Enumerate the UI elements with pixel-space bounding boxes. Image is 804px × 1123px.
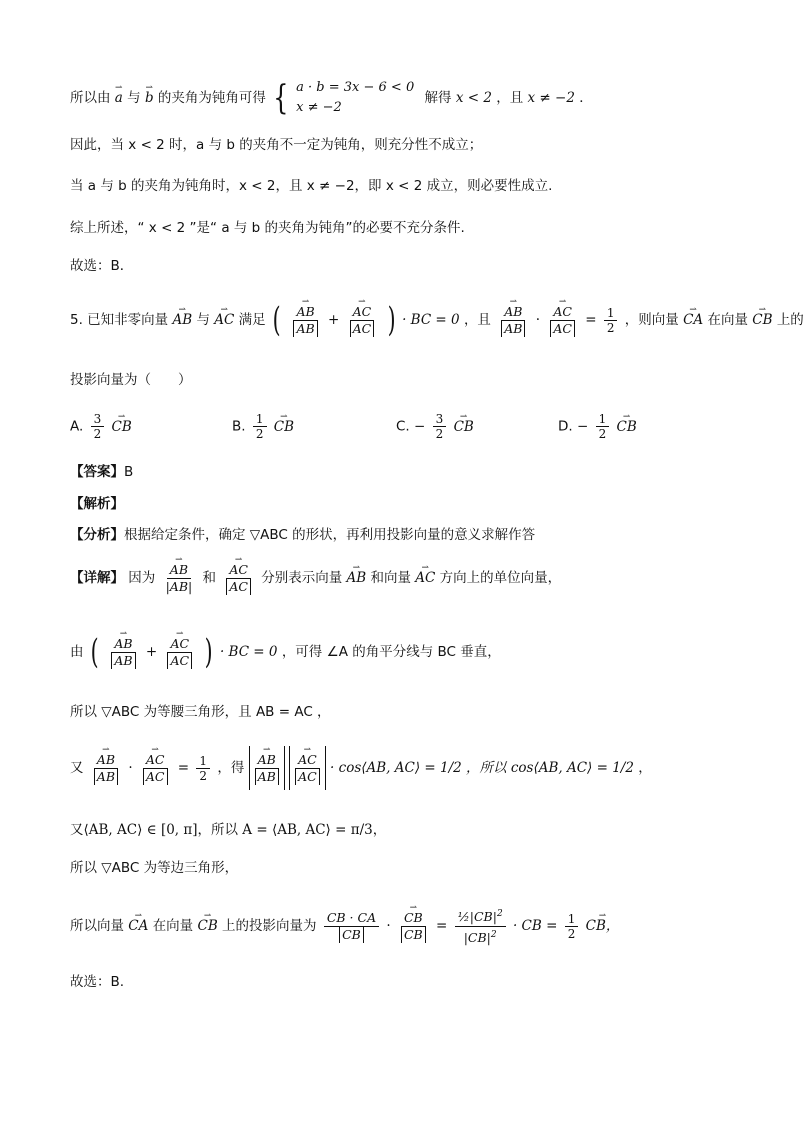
math-l1e: x < 2 <box>455 90 492 106</box>
detail-line-7: 所以向量 ⇀ CA 在向量 ⇀ CB 上的投影向量为 $\frac{CB \cdot CA}{CB}$ · ⇀ $\frac{CB}{CB}$ = $\frac{\frac{1}{2}|CB|^2}{|CB|^2}$ · CB = $\frac{1}{2}$ ⇀ CB， <box>70 898 619 954</box>
text-l1c: 的夹角为钝角可得 <box>157 90 266 106</box>
vector-CA: ⇀ CA <box>683 298 703 342</box>
text-l1d: 解得 <box>424 90 452 106</box>
detail4-unit-AC: ⇀ $\frac{AC}{AC}$ <box>140 752 171 785</box>
option-C <box>396 412 474 441</box>
paren-left-2: ( <box>90 632 99 672</box>
unit-vector-AC: ⇀ $\frac{AC}{AC}$ <box>347 304 378 337</box>
text-l1b: 与 <box>127 90 141 106</box>
q5-on: 在向量 <box>707 312 748 328</box>
math-l1g: x ≠ −2 <box>527 90 575 106</box>
option-C-letter: C. <box>396 418 410 435</box>
detail-d1e: 方向上的单位向量， <box>439 570 562 586</box>
detail-d2c: ，可得 ∠A 的角平分线与 BC 垂直， <box>281 644 501 660</box>
half-fraction: $\frac{1}{2}$ <box>604 306 618 335</box>
system-eq-1: a · b = 3x − 6 < 0 <box>296 80 415 95</box>
detail-line-8: 故选：B. <box>70 974 125 990</box>
answer-line <box>70 462 133 482</box>
option-D-frac: $\frac{1}{2}$ <box>596 412 610 441</box>
proj-simplified: $\frac{\frac{1}{2}|CB|^2}{|CB|^2}$ <box>455 906 506 945</box>
unit-AC-2: ⇀ $\frac{AC}{AC}$ <box>547 304 578 337</box>
q5-satisfy: 满足 <box>238 312 266 328</box>
paren-right: ) <box>387 300 396 340</box>
paren-right-2: ) <box>205 632 213 672</box>
q5-with: 与 <box>196 312 210 328</box>
detail-d1b: 和 <box>202 570 217 586</box>
norm-unit-AC: ⇀ $\frac{AC}{AC}$ <box>289 746 326 790</box>
detail-line-2: 由 ( ⇀ $\frac{AB}{AB}$ + ⇀ $\frac{AC}{AC}$ ) · BC = 0 ，可得 ∠A 的角平分线与 BC 垂直， <box>70 630 501 674</box>
vector-AC: ⇀ AC <box>214 298 234 342</box>
option-B-frac: $\frac{1}{2}$ <box>253 412 267 441</box>
detail-d2a: 由 <box>70 644 84 660</box>
option-C-vector: ⇀ CB <box>454 417 474 437</box>
detail-d7d: · CB = <box>512 918 562 934</box>
option-C-sign: − <box>414 418 426 435</box>
vector-AB: ⇀ AB <box>172 298 192 342</box>
q5-above: 上的 <box>776 312 804 328</box>
detail4-unit-AB: ⇀ $\frac{AB}{AB}$ <box>91 752 121 785</box>
q5-and: ，且 <box>463 312 491 328</box>
line-1 <box>70 78 593 118</box>
option-A-vector: ⇀ CB <box>112 417 132 437</box>
fenxi-label: 【分析】 <box>70 527 124 543</box>
detail-d4a: 又 <box>70 760 84 776</box>
unit-vector-AB: ⇀ $\frac{AB}{AB}$ <box>290 304 320 337</box>
vector-CB: ⇀ CB <box>752 298 772 342</box>
detail-d1c: 分别表示向量 <box>261 570 343 586</box>
line-3: 当 a 与 b 的夹角为钝角时，x < 2，且 x ≠ −2，即 x < 2 成立，则必要性成立. <box>70 178 553 194</box>
detail-vec-AB: ⇀ AB <box>347 556 367 600</box>
detail-label: 【详解】 <box>70 570 124 586</box>
detail-line-3: 所以 ▽ABC 为等腰三角形，且 AB = AC ， <box>70 704 331 720</box>
option-A-letter: A. <box>70 418 84 435</box>
vector-a: ⇀ a <box>115 88 123 108</box>
detail-line-6: 所以 ▽ABC 为等边三角形， <box>70 860 239 876</box>
detail-d1a: 因为 <box>128 570 156 586</box>
detail-d4e: · cos⟨AB, AC⟩ = 1/2 <box>330 760 462 776</box>
option-C-frac: $\frac{3}{2}$ <box>433 412 447 441</box>
detail-vec-AC: ⇀ AC <box>415 556 435 600</box>
equation-system <box>296 78 414 118</box>
q5-lead: 5. 已知非零向量 <box>70 312 169 328</box>
q5-dot-bc: · BC = 0 <box>402 312 460 328</box>
option-D-vector: ⇀ CB <box>617 417 637 437</box>
detail-d4g: ， <box>638 760 652 776</box>
detail-d2b: · BC = 0 <box>219 644 278 660</box>
option-A-frac: $\frac{3}{2}$ <box>91 412 105 441</box>
detail-d1d: 和向量 <box>370 570 411 586</box>
detail-d7a: 所以向量 <box>70 918 124 934</box>
option-A <box>70 412 132 441</box>
proj-half: $\frac{1}{2}$ <box>565 912 579 941</box>
option-B-letter: B. <box>232 418 246 435</box>
paren-left: ( <box>272 300 281 340</box>
detail-d4d: ，得 <box>217 760 245 776</box>
detail-d7c: 上的投影向量为 <box>222 918 317 934</box>
detail2-unit-AC: ⇀ $\frac{AC}{AC}$ <box>164 636 195 669</box>
option-D <box>558 412 637 441</box>
detail-line-5: 又⟨AB, AC⟩ ∈ [0, π]，所以 A = ⟨AB, AC⟩ = π/3， <box>70 822 387 838</box>
text-l1f: ，且 <box>496 90 524 106</box>
norm-unit-AB: ⇀ $\frac{AB}{AB}$ <box>249 746 285 790</box>
detail-d7e: ⇀ CB， <box>586 898 620 954</box>
line-2: 因此，当 x < 2 时，a 与 b 的夹角不一定为钝角，则充分性不成立； <box>70 137 483 153</box>
text-l1h: ． <box>579 90 593 106</box>
q5-line-2: 投影向量为（ ） <box>70 372 192 388</box>
fenxi-line <box>70 525 535 545</box>
detail4-half: $\frac{1}{2}$ <box>196 754 210 783</box>
option-D-letter: D. <box>558 418 573 435</box>
line-5: 故选：B． <box>70 258 134 274</box>
detail-unit-AB: ⇀ $\frac{AB}{|AB|}$ <box>163 562 196 595</box>
answer-label: 【答案】 <box>70 464 124 480</box>
detail-unit-AC: ⇀ $\frac{AC}{AC}$ <box>223 562 254 595</box>
analysis-label: 【解析】 <box>70 496 124 512</box>
detail-d4f: ，所以 cos⟨AB, AC⟩ = 1/2 <box>466 760 634 776</box>
detail2-unit-AB: ⇀ $\frac{AB}{AB}$ <box>108 636 138 669</box>
fenxi-text: 根据给定条件，确定 ▽ABC 的形状，再利用投影向量的意义求解作答 <box>124 527 536 543</box>
detail7-vec-CA: ⇀ CA <box>128 898 148 954</box>
option-B-vector: ⇀ CB <box>274 417 294 437</box>
option-D-sign: − <box>576 418 589 435</box>
proj-unit: ⇀ $\frac{CB}{CB}$ <box>398 910 429 943</box>
option-B <box>232 412 294 441</box>
detail-d7b: 在向量 <box>152 918 194 934</box>
detail-line-1 <box>70 556 561 600</box>
vector-b: ⇀ b <box>145 88 154 108</box>
system-eq-2: x ≠ −2 <box>296 100 342 115</box>
detail-line-4: 又 ⇀ $\frac{AB}{AB}$ · ⇀ $\frac{AC}{AC}$ = $\frac{1}{2}$ ，得 ⇀ $\frac{AB}{AB}$ ⇀ $\frac{AC}{AC}$ · cos⟨AB, AC⟩ = 1/2 ，所以 cos⟨AB, AC⟩ = 1/2 ， <box>70 746 652 790</box>
question-5: 5. 已知非零向量 ⇀ AB 与 ⇀ AC 满足 ( ⇀ $\frac{AB}{AB}$ + ⇀ $\frac{AC}{AC}$ ) · BC = 0 ，且 ⇀ $\frac{AB}{AB}$ · ⇀ $\frac{AC}{AC}$ = $\frac{1}{2}$ ，则向量 ⇀ CA 在向量 ⇀ CB 上的 <box>70 298 804 342</box>
system-brace: { <box>273 78 289 118</box>
answer-value: B <box>124 464 134 480</box>
text-l1a: 所以由 <box>70 90 111 106</box>
line-4: 综上所述，“ x < 2 ”是“ a 与 b 的夹角为钝角”的必要不充分条件. <box>70 220 465 236</box>
proj-frac: $\frac{CB \cdot CA}{CB}$ <box>324 910 379 943</box>
unit-AB-2: ⇀ $\frac{AB}{AB}$ <box>498 304 528 337</box>
q5-tail: ，则向量 <box>624 312 679 328</box>
detail7-vec-CB: ⇀ CB <box>197 898 217 954</box>
